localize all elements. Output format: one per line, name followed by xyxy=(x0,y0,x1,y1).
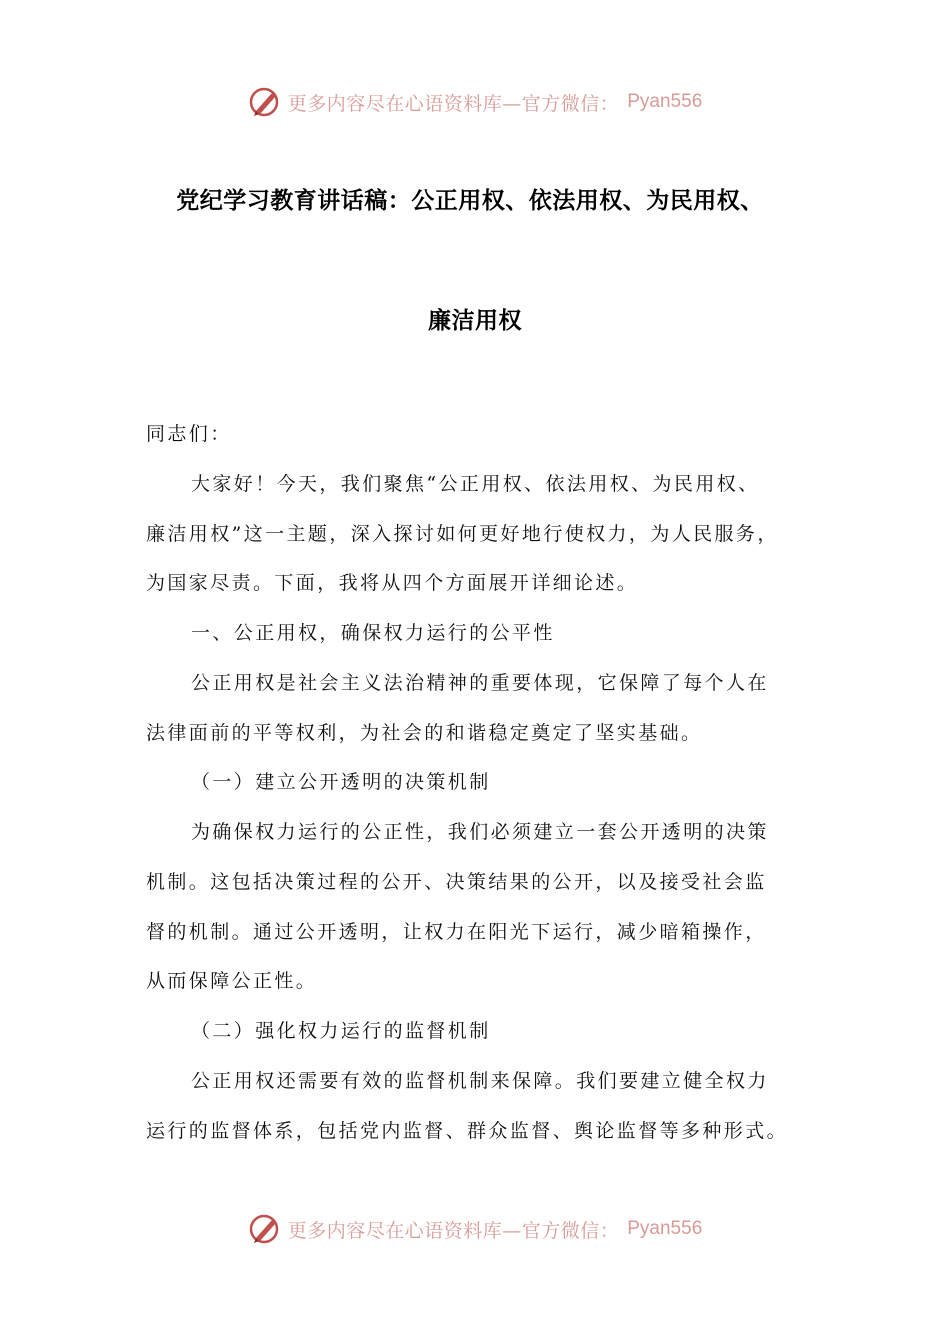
watermark-text: 更多内容尽在心语资料库—官方微信： xyxy=(287,1219,620,1242)
paragraph-line: 运行的监督体系，包括党内监督、群众监督、舆论监督等多种形式。 xyxy=(146,1120,789,1142)
paragraph-line: 公正用权还需要有效的监督机制来保障。我们要建立健全权力 xyxy=(191,1070,769,1092)
paragraph-line: 从而保障公正性。 xyxy=(146,970,318,992)
watermark-header xyxy=(0,82,950,122)
watermark-text: 更多内容尽在心语资料库—官方微信： xyxy=(287,92,620,115)
document-title-line2: 廉洁用权 xyxy=(428,308,522,334)
subsection-heading: （二）强化权力运行的监督机制 xyxy=(191,1020,491,1042)
paragraph-line: 法律面前的平等权利，为社会的和谐稳定奠定了坚实基础。 xyxy=(146,722,703,744)
subsection-heading: （一）建立公开透明的决策机制 xyxy=(191,771,491,793)
paragraph-line: 大家好！今天，我们聚焦“公正用权、依法用权、为民用权、 xyxy=(191,473,760,495)
paragraph-line: 机制。这包括决策过程的公开、决策结果的公开，以及接受社会监 xyxy=(146,871,767,893)
paragraph-line: 督的机制。通过公开透明，让权力在阳光下运行，减少暗箱操作， xyxy=(146,921,767,943)
pen-logo-icon xyxy=(248,85,282,119)
pen-logo-icon xyxy=(248,1212,282,1246)
salutation: 同志们： xyxy=(146,423,232,445)
paragraph-line: 为确保权力运行的公正性，我们必须建立一套公开透明的决策 xyxy=(191,821,769,843)
paragraph-line: 公正用权是社会主义法治精神的重要体现，它保障了每个人在 xyxy=(191,672,769,694)
section-heading: 一、公正用权，确保权力运行的公平性 xyxy=(191,622,555,644)
watermark-wechat-id: Pyan556 xyxy=(627,91,703,112)
watermark-footer xyxy=(0,1209,950,1249)
watermark-wechat-id: Pyan556 xyxy=(627,1218,703,1239)
paragraph-line: 廉洁用权”这一主题，深入探讨如何更好地行使权力，为人民服务， xyxy=(146,523,779,545)
paragraph-line: 为国家尽责。下面，我将从四个方面展开详细论述。 xyxy=(146,572,639,594)
document-title-line1: 党纪学习教育讲话稿：公正用权、依法用权、为民用权、 xyxy=(176,188,764,214)
